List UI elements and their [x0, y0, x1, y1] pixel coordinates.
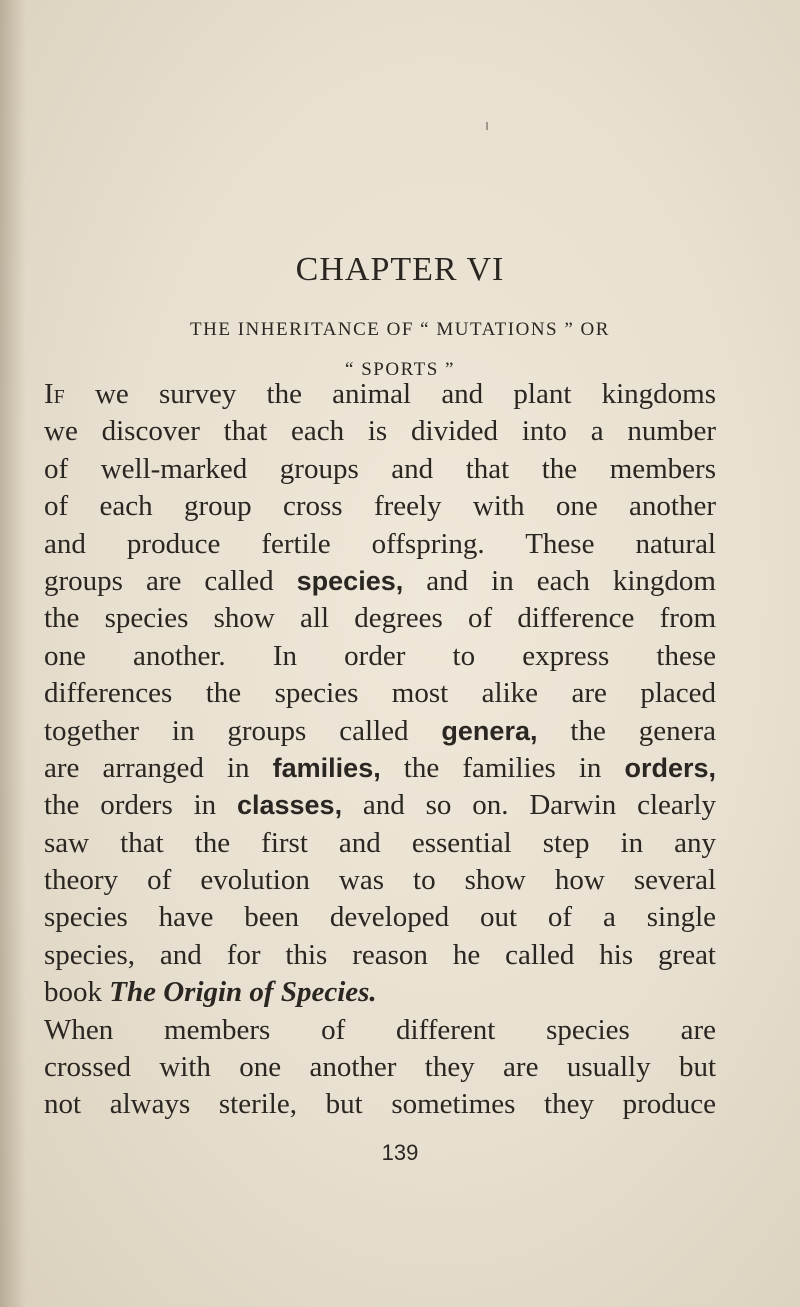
- text-span: and in each kingdom: [403, 564, 716, 597]
- binding-shadow: [0, 0, 26, 1307]
- term-orders: orders,: [624, 752, 717, 783]
- chapter-title: CHAPTER VI: [295, 251, 505, 288]
- text-line: theory of evolution was to show how several: [44, 864, 716, 897]
- text-line: of each group cross freely with one another: [44, 490, 716, 523]
- term-species: species,: [296, 565, 404, 596]
- body-text: [44, 376, 716, 1124]
- text-line: [44, 563, 716, 600]
- text-span: and so on. Darwin clearly: [342, 789, 717, 822]
- text-line: [44, 974, 716, 1011]
- text-line: [44, 376, 716, 413]
- text-line: [44, 750, 716, 787]
- text-span: book: [44, 976, 110, 1009]
- text-line: of well-marked groups and that the members: [44, 452, 716, 485]
- text-span: are arranged in: [44, 751, 273, 784]
- text-line: crossed with one another they are usually but: [44, 1051, 716, 1084]
- term-classes: classes,: [236, 790, 343, 821]
- page-number: 139: [381, 1140, 419, 1165]
- text-line: one another. In order to express these: [44, 639, 716, 672]
- subtitle-line-1: THE INHERITANCE OF “ MUTATIONS ” OR: [190, 319, 610, 340]
- text-line: When members of different species are: [44, 1013, 716, 1046]
- text-span: the genera: [537, 714, 717, 747]
- page-speck: [486, 122, 488, 130]
- subtitle-line-2: “ SPORTS ”: [345, 359, 455, 380]
- text-span: we survey the animal and plant kingdoms: [64, 378, 716, 410]
- text-line: we discover that each is divided into a number: [44, 415, 716, 448]
- term-families: families,: [272, 752, 381, 783]
- text-line: differences the species most alike are placed: [44, 677, 716, 710]
- term-genera: genera,: [441, 715, 538, 746]
- book-title: The Origin of Species.: [109, 976, 377, 1009]
- drop-lead-word: If: [44, 378, 65, 410]
- text-line: and produce fertile offspring. These natural: [44, 527, 716, 560]
- text-span: the orders in: [44, 789, 237, 822]
- text-line: [44, 787, 716, 824]
- text-line: species, and for this reason he called his great: [44, 938, 716, 971]
- text-line: not always sterile, but sometimes they produce: [44, 1088, 716, 1121]
- text-span: groups are called: [44, 564, 297, 597]
- text-line: saw that the first and essential step in any: [44, 826, 716, 859]
- text-line: species have been developed out of a single: [44, 901, 716, 934]
- text-span: together in groups called: [44, 714, 442, 747]
- text-span: the families in: [380, 751, 625, 784]
- text-line: the species show all degrees of difference from: [44, 602, 716, 635]
- text-line: [44, 713, 716, 750]
